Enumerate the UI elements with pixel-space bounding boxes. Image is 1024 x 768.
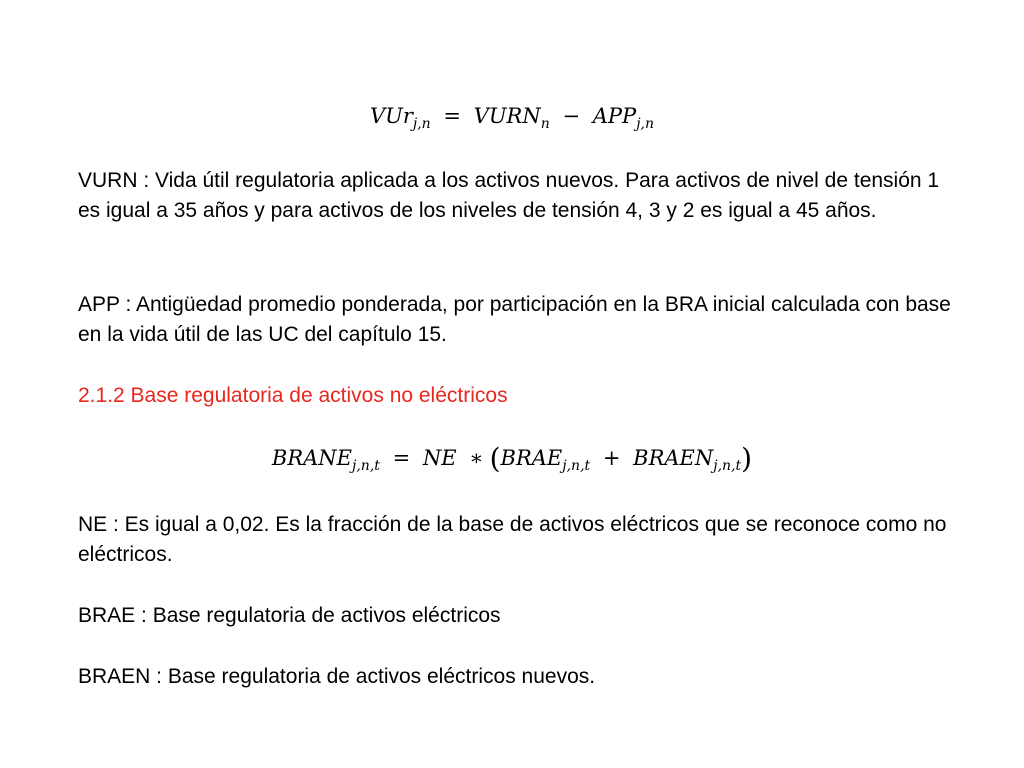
app-definition: APP : Antigüedad promedio ponderada, por participación en la BRA inicial calculada con base en la vida útil de las UC del capítulo 15.: [78, 293, 951, 346]
brae-definition: BRAE : Base regulatoria de activos eléctricos: [78, 604, 501, 627]
eq2-term1: BRAE: [500, 446, 563, 470]
eq1-term1-subscript: n: [540, 116, 550, 132]
eq1-equals: =: [443, 104, 461, 128]
eq2-plus: +: [602, 446, 621, 470]
braen-definition: BRAEN : Base regulatoria de activos eléctricos nuevos.: [78, 665, 596, 688]
eq2-term2: BRAEN: [633, 446, 714, 470]
eq1-lhs: VUr: [369, 104, 413, 128]
equation-brane: [0, 442, 1024, 475]
eq2-lhs-subscript: j,n,t: [352, 458, 380, 474]
eq2-right-paren: ): [741, 442, 753, 475]
eq2-equals: =: [392, 446, 411, 470]
eq1-term2-subscript: j,n: [636, 116, 655, 132]
eq2-left-paren: (: [489, 442, 501, 475]
equation-vur: [0, 104, 1024, 132]
ne-definition: NE : Es igual a 0,02. Es la fracción de la base de activos eléctricos que se reconoce como no eléctricos.: [78, 513, 947, 566]
eq2-term1-subscript: j,n,t: [562, 458, 591, 474]
eq1-minus: −: [562, 104, 581, 128]
eq2-ne: NE: [422, 446, 457, 470]
eq1-term2: APP: [592, 104, 637, 128]
vurn-definition: VURN : Vida útil regulatoria aplicada a los activos nuevos. Para activos de nivel de tensión 1 es igual a 35 años y para activos de los niveles de tensión 4, 3 y 2 es igual a 45 años.: [78, 169, 940, 222]
eq1-lhs-subscript: j,n: [412, 116, 431, 132]
eq2-term2-subscript: j,n,t: [713, 458, 742, 474]
eq2-lhs: BRANE: [271, 446, 353, 470]
eq2-times: ∗: [469, 446, 484, 470]
eq1-term1: VURN: [473, 104, 541, 128]
section-heading: 2.1.2 Base regulatoria de activos no eléctricos: [78, 384, 508, 407]
